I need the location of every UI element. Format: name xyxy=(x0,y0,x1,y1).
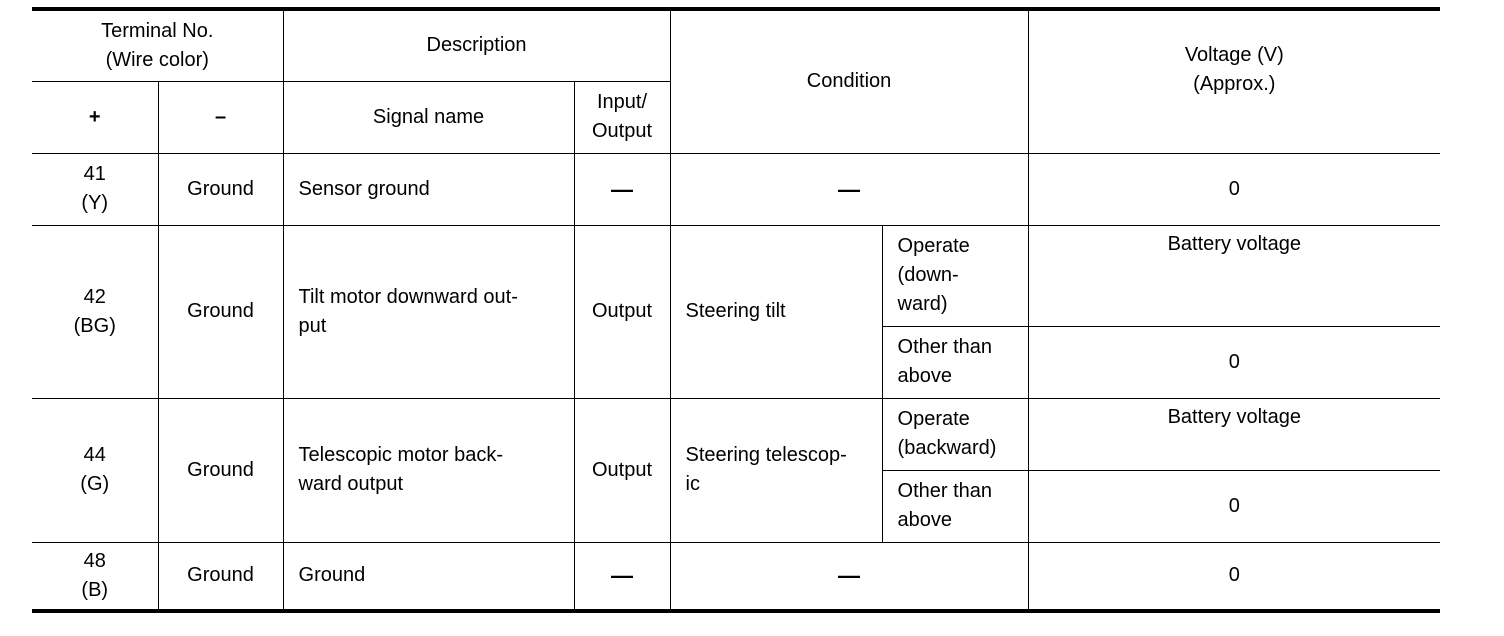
io-cell: — xyxy=(574,542,670,611)
condition-cell: — xyxy=(670,542,1028,611)
voltage-cell: Battery voltage xyxy=(1028,225,1440,326)
table-row xyxy=(32,225,1440,326)
header-voltage: Voltage (V) (Approx.) xyxy=(1028,9,1440,153)
voltage-cell: 0 xyxy=(1028,470,1440,542)
minus-cell: Ground xyxy=(158,398,283,542)
condition-cell: — xyxy=(670,153,1028,225)
terminal-table-container xyxy=(32,7,1440,613)
minus-cell: Ground xyxy=(158,225,283,398)
minus-cell: Ground xyxy=(158,542,283,611)
signal-name-cell: Telescopic motor back- ward output xyxy=(283,398,574,542)
signal-name-cell: Ground xyxy=(283,542,574,611)
voltage-cell: Battery voltage xyxy=(1028,398,1440,470)
minus-cell: Ground xyxy=(158,153,283,225)
header-row-1 xyxy=(32,9,1440,81)
io-cell: Output xyxy=(574,398,670,542)
header-terminal-no: Terminal No. (Wire color) xyxy=(32,9,283,81)
condition-state-cell: Operate (backward) xyxy=(882,398,1028,470)
terminal-cell: 44 (G) xyxy=(32,398,158,542)
condition-state-cell: Operate (down- ward) xyxy=(882,225,1028,326)
terminal-cell: 42 (BG) xyxy=(32,225,158,398)
table-row xyxy=(32,398,1440,470)
io-cell: Output xyxy=(574,225,670,398)
voltage-cell: 0 xyxy=(1028,153,1440,225)
condition-state-cell: Other than above xyxy=(882,326,1028,398)
header-signal-name: Signal name xyxy=(283,81,574,153)
header-input-output: Input/ Output xyxy=(574,81,670,153)
voltage-cell: 0 xyxy=(1028,542,1440,611)
header-plus: + xyxy=(32,81,158,153)
table-row xyxy=(32,153,1440,225)
condition-state-cell: Other than above xyxy=(882,470,1028,542)
header-minus: – xyxy=(158,81,283,153)
signal-name-cell: Sensor ground xyxy=(283,153,574,225)
header-condition: Condition xyxy=(670,9,1028,153)
terminal-cell: 48 (B) xyxy=(32,542,158,611)
voltage-cell: 0 xyxy=(1028,326,1440,398)
header-description: Description xyxy=(283,9,670,81)
io-cell: — xyxy=(574,153,670,225)
condition-cell: Steering tilt xyxy=(670,225,882,398)
table-row xyxy=(32,542,1440,611)
terminal-cell: 41 (Y) xyxy=(32,153,158,225)
terminal-spec-table xyxy=(32,7,1440,613)
condition-cell: Steering telescop- ic xyxy=(670,398,882,542)
signal-name-cell: Tilt motor downward out- put xyxy=(283,225,574,398)
